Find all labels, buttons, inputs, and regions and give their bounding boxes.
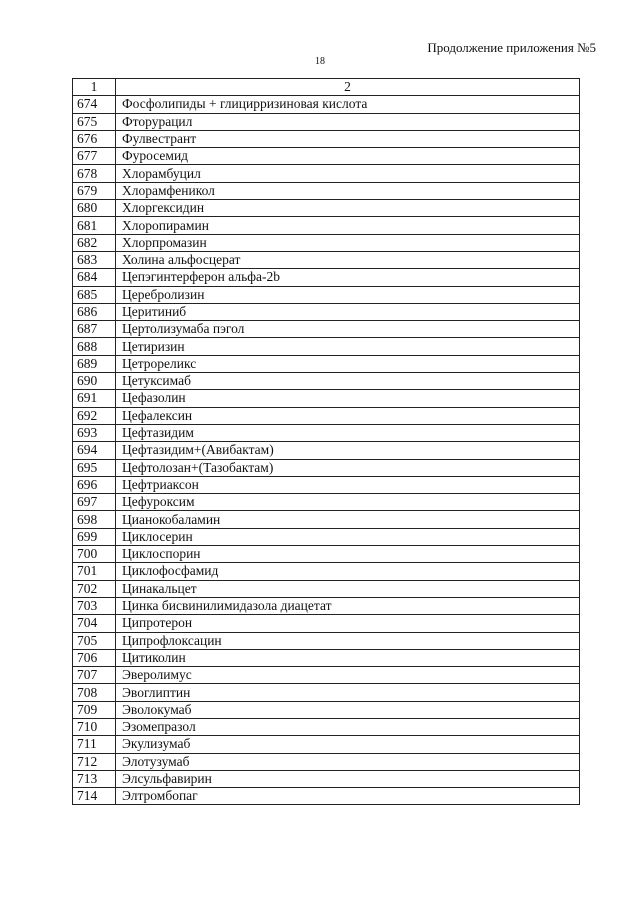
drug-name: Церитиниб <box>116 303 580 320</box>
row-number: 690 <box>73 373 116 390</box>
drug-name: Цепэгинтерферон альфа-2b <box>116 269 580 286</box>
drug-name: Церебролизин <box>116 286 580 303</box>
column-header-name: 2 <box>116 79 580 96</box>
drug-name: Циклоспорин <box>116 546 580 563</box>
row-number: 691 <box>73 390 116 407</box>
drug-name: Цефтазидим <box>116 424 580 441</box>
table-row <box>73 597 580 614</box>
row-number: 674 <box>73 96 116 113</box>
table-row <box>73 511 580 528</box>
table-row <box>73 390 580 407</box>
table-row <box>73 251 580 268</box>
table-row <box>73 459 580 476</box>
row-number: 705 <box>73 632 116 649</box>
drug-name: Эволокумаб <box>116 701 580 718</box>
table-row <box>73 788 580 805</box>
table-row <box>73 321 580 338</box>
table-row <box>73 303 580 320</box>
row-number: 687 <box>73 321 116 338</box>
row-number: 708 <box>73 684 116 701</box>
table-row <box>73 546 580 563</box>
table-body <box>73 96 580 805</box>
drug-name: Элотузумаб <box>116 753 580 770</box>
row-number: 677 <box>73 148 116 165</box>
table-row <box>73 373 580 390</box>
table-row <box>73 736 580 753</box>
table-header-row <box>73 79 580 96</box>
row-number: 683 <box>73 251 116 268</box>
page-number: 18 <box>315 56 325 67</box>
row-number: 686 <box>73 303 116 320</box>
drug-name: Эзомепразол <box>116 718 580 735</box>
drug-name: Цинка бисвинилимидазола диацетат <box>116 597 580 614</box>
table-row <box>73 667 580 684</box>
row-number: 710 <box>73 718 116 735</box>
table-row <box>73 615 580 632</box>
drug-name: Холина альфосцерат <box>116 251 580 268</box>
drug-name: Цефтолозан+(Тазобактам) <box>116 459 580 476</box>
drug-name: Цертолизумаба пэгол <box>116 321 580 338</box>
drug-name: Фторурацил <box>116 113 580 130</box>
table-row <box>73 632 580 649</box>
row-number: 688 <box>73 338 116 355</box>
table-row <box>73 476 580 493</box>
drug-name: Цианокобаламин <box>116 511 580 528</box>
row-number: 695 <box>73 459 116 476</box>
drug-name: Цинакальцет <box>116 580 580 597</box>
table-row <box>73 200 580 217</box>
row-number: 709 <box>73 701 116 718</box>
row-number: 685 <box>73 286 116 303</box>
row-number: 692 <box>73 407 116 424</box>
row-number: 696 <box>73 476 116 493</box>
table-row <box>73 718 580 735</box>
drug-name: Хлорамбуцил <box>116 165 580 182</box>
row-number: 694 <box>73 442 116 459</box>
row-number: 678 <box>73 165 116 182</box>
drug-name: Ципротерон <box>116 615 580 632</box>
drug-name: Цетиризин <box>116 338 580 355</box>
drug-name: Фуросемид <box>116 148 580 165</box>
table-row <box>73 528 580 545</box>
continuation-title: Продолжение приложения №5 <box>427 40 596 55</box>
table-row <box>73 234 580 251</box>
row-number: 684 <box>73 269 116 286</box>
drug-name: Цетуксимаб <box>116 373 580 390</box>
row-number: 681 <box>73 217 116 234</box>
column-header-number: 1 <box>73 79 116 96</box>
drug-list-table <box>72 78 580 805</box>
drug-name: Хлоргексидин <box>116 200 580 217</box>
row-number: 676 <box>73 130 116 147</box>
table-row <box>73 753 580 770</box>
drug-name: Цефтазидим+(Авибактам) <box>116 442 580 459</box>
table-row <box>73 338 580 355</box>
row-number: 698 <box>73 511 116 528</box>
drug-name: Фулвестрант <box>116 130 580 147</box>
table-row <box>73 355 580 372</box>
table-row <box>73 182 580 199</box>
table-row <box>73 130 580 147</box>
row-number: 712 <box>73 753 116 770</box>
table-row <box>73 165 580 182</box>
row-number: 703 <box>73 597 116 614</box>
row-number: 704 <box>73 615 116 632</box>
row-number: 714 <box>73 788 116 805</box>
row-number: 689 <box>73 355 116 372</box>
row-number: 707 <box>73 667 116 684</box>
table-row <box>73 148 580 165</box>
row-number: 711 <box>73 736 116 753</box>
row-number: 682 <box>73 234 116 251</box>
table-row <box>73 407 580 424</box>
row-number: 697 <box>73 494 116 511</box>
drug-name: Хлоропирамин <box>116 217 580 234</box>
row-number: 706 <box>73 649 116 666</box>
table-row <box>73 269 580 286</box>
drug-name: Цитиколин <box>116 649 580 666</box>
drug-name: Циклосерин <box>116 528 580 545</box>
drug-name: Цетрореликс <box>116 355 580 372</box>
row-number: 699 <box>73 528 116 545</box>
drug-name: Элсульфавирин <box>116 770 580 787</box>
drug-name: Цефуроксим <box>116 494 580 511</box>
table-row <box>73 286 580 303</box>
table-row <box>73 113 580 130</box>
drug-name: Эверолимус <box>116 667 580 684</box>
row-number: 679 <box>73 182 116 199</box>
drug-name: Хлорамфеникол <box>116 182 580 199</box>
table-row <box>73 494 580 511</box>
drug-name: Элтромбопаг <box>116 788 580 805</box>
row-number: 693 <box>73 424 116 441</box>
drug-name: Циклофосфамид <box>116 563 580 580</box>
drug-name: Хлорпромазин <box>116 234 580 251</box>
table-row <box>73 424 580 441</box>
row-number: 702 <box>73 580 116 597</box>
table-row <box>73 563 580 580</box>
drug-name: Эвоглиптин <box>116 684 580 701</box>
table-row <box>73 684 580 701</box>
row-number: 680 <box>73 200 116 217</box>
table-row <box>73 580 580 597</box>
table-row <box>73 701 580 718</box>
row-number: 700 <box>73 546 116 563</box>
drug-name: Экулизумаб <box>116 736 580 753</box>
drug-name: Цефазолин <box>116 390 580 407</box>
table-row <box>73 770 580 787</box>
table-row <box>73 96 580 113</box>
drug-name: Цефалексин <box>116 407 580 424</box>
drug-name: Цефтриаксон <box>116 476 580 493</box>
drug-name: Ципрофлоксацин <box>116 632 580 649</box>
row-number: 701 <box>73 563 116 580</box>
row-number: 675 <box>73 113 116 130</box>
drug-name: Фосфолипиды + глицирризиновая кислота <box>116 96 580 113</box>
table-row <box>73 649 580 666</box>
row-number: 713 <box>73 770 116 787</box>
table-row <box>73 217 580 234</box>
table-row <box>73 442 580 459</box>
